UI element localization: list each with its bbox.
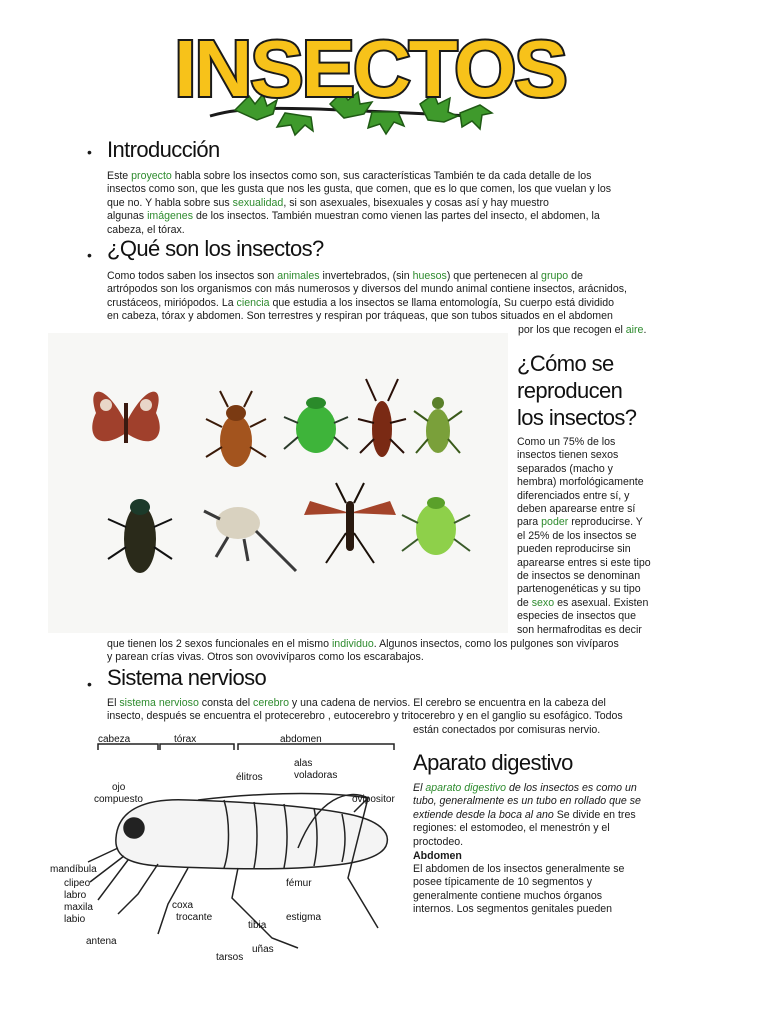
italic-run: tubo, generalmente es un tubo en rollado que se bbox=[413, 795, 641, 808]
text-run: partenogenéticas y su tipo bbox=[517, 583, 641, 596]
text-line bbox=[107, 183, 667, 196]
text-run: internos. Los segmentos genitales pueden bbox=[413, 903, 613, 916]
intro-paragraph bbox=[107, 170, 667, 237]
text-run: generalmente contiene muchos órganos bbox=[413, 889, 603, 902]
bracket-torax bbox=[160, 744, 234, 750]
text-run: Como un 75% de los bbox=[517, 436, 616, 448]
text-line bbox=[517, 624, 717, 637]
label-alas: alas bbox=[294, 758, 313, 769]
text-run: crustáceos, miriópodos. La bbox=[107, 296, 237, 309]
text-run: están conectados por comisuras nervio. bbox=[413, 723, 601, 736]
insects-illustration bbox=[48, 333, 508, 633]
text-line bbox=[413, 890, 683, 903]
text-run: de bbox=[568, 270, 583, 282]
text-line bbox=[517, 557, 717, 570]
text-line bbox=[413, 809, 683, 822]
text-line bbox=[413, 836, 683, 849]
text-run: de bbox=[517, 596, 532, 609]
text-line bbox=[107, 697, 687, 710]
inline-link[interactable]: sexualidad bbox=[232, 196, 284, 209]
text-run: que estudia a los insectos se llama entomología, Su cuerpo está dividido bbox=[269, 296, 615, 309]
text-line bbox=[413, 822, 683, 835]
text-line bbox=[413, 795, 683, 808]
text-run: reproducirse. Y bbox=[568, 516, 643, 529]
text-line bbox=[107, 270, 667, 283]
anatomy-diagram bbox=[48, 728, 408, 968]
text-line bbox=[107, 197, 667, 210]
text-line bbox=[517, 610, 717, 623]
text-line bbox=[107, 710, 687, 723]
label-mandibula: mandíbula bbox=[50, 864, 97, 875]
text-line bbox=[517, 543, 717, 556]
text-run: insectos tienen sexos bbox=[517, 449, 619, 462]
text-line bbox=[107, 651, 687, 664]
text-line bbox=[107, 210, 667, 223]
what-paragraph bbox=[107, 270, 667, 337]
label-femur: fémur bbox=[286, 878, 312, 889]
inline-link[interactable]: huesos bbox=[412, 270, 447, 282]
text-run: hembra) morfológicamente bbox=[517, 476, 644, 489]
text-run: diferenciados entre sí, y bbox=[517, 489, 630, 502]
mantis-figure bbox=[414, 397, 462, 453]
abdomen-paragraph bbox=[413, 863, 683, 917]
label-trocante: trocante bbox=[176, 912, 213, 923]
abdomen-subheading: Abdomen bbox=[413, 850, 462, 862]
bullet-what: • bbox=[87, 247, 92, 263]
text-run: en cabeza, tórax y abdomen. Son terrestres y respiran por tráqueas, que son tubos situados en el abdomen bbox=[107, 310, 613, 323]
text-run: aparearse entres si este tipo bbox=[517, 556, 651, 569]
label-estigma: estigma bbox=[286, 912, 322, 923]
text-line bbox=[107, 310, 667, 323]
text-run: consta del bbox=[198, 697, 254, 709]
inline-link[interactable]: individuo bbox=[331, 638, 374, 650]
title-banner bbox=[140, 18, 600, 140]
label-torax: tórax bbox=[174, 734, 197, 745]
stag-beetle-figure bbox=[358, 379, 406, 457]
label-voladoras: voladoras bbox=[294, 770, 338, 781]
text-run: pueden reproducirse sin bbox=[517, 543, 631, 556]
label-tarsos: tarsos bbox=[216, 952, 244, 963]
label-compuesto: compuesto bbox=[94, 794, 143, 805]
inline-link[interactable]: poder bbox=[541, 516, 569, 529]
text-line bbox=[517, 436, 717, 449]
digestive-paragraph bbox=[413, 782, 683, 849]
page-title: INSECTOS bbox=[174, 24, 566, 113]
text-run: el 25% de los insectos se bbox=[517, 529, 637, 542]
heading-reproduce-line-2: reproducen bbox=[517, 378, 623, 403]
inline-link[interactable]: grupo bbox=[541, 270, 569, 282]
butterfly-figure bbox=[92, 392, 160, 443]
label-tibia: tibia bbox=[248, 920, 267, 931]
inline-link[interactable]: imágenes bbox=[147, 210, 193, 223]
text-line bbox=[517, 583, 717, 596]
text-run: ) que pertenecen al bbox=[446, 270, 542, 282]
heading-intro: Introducción bbox=[107, 137, 220, 162]
label-cabeza: cabeza bbox=[98, 734, 131, 745]
label-labro: labro bbox=[64, 890, 87, 901]
text-run: El abdomen de los insectos generalmente se bbox=[413, 863, 625, 875]
text-line bbox=[413, 782, 683, 795]
text-run: y una cadena de nervios. El cerebro se encuentra en la cabeza del bbox=[288, 697, 606, 709]
text-line bbox=[517, 516, 717, 529]
inline-link[interactable]: cerebro bbox=[253, 697, 289, 709]
bullet-nervous: • bbox=[87, 676, 92, 692]
text-run: proctodeo. bbox=[413, 835, 464, 848]
text-run: posee típicamente de 10 segmentos y bbox=[413, 876, 593, 889]
text-run: son hermafroditas es decir bbox=[517, 623, 642, 636]
text-run: artrópodos son los organismos con más numerosos y diversos del mundo animal contiene insectos, arácnidos, bbox=[107, 283, 627, 296]
heading-what: ¿Qué son los insectos? bbox=[107, 236, 324, 261]
label-unas: uñas bbox=[252, 944, 274, 955]
inline-link[interactable]: aparato digestivo bbox=[425, 782, 507, 794]
text-run: algunas bbox=[107, 210, 148, 223]
text-run: . Algunos insectos, como los pulgones son vivíparos bbox=[373, 638, 619, 650]
text-line bbox=[517, 570, 717, 583]
heading-nervous: Sistema nervioso bbox=[107, 665, 267, 690]
text-line bbox=[107, 170, 667, 183]
text-run: por los que recogen el bbox=[518, 323, 626, 336]
heading-reproduce-line-1: ¿Cómo se bbox=[517, 351, 614, 376]
text-run: deben aparearse entre sí bbox=[517, 503, 636, 516]
text-run: que no. Y habla sobre sus bbox=[107, 196, 233, 209]
text-line bbox=[517, 503, 717, 516]
insects-photo bbox=[48, 333, 508, 633]
inline-link[interactable]: sexo bbox=[531, 596, 555, 609]
label-ovipositor: ovipositor bbox=[352, 794, 395, 805]
text-run: El bbox=[107, 697, 120, 709]
text-run: insectos como son, que les gusta que nos les gusta, que comen, que es lo que comen, los que vuelan y los bbox=[107, 183, 612, 196]
label-labio: labio bbox=[64, 914, 86, 925]
jewel-beetle-figure bbox=[108, 499, 172, 573]
text-run: Como todos saben los insectos son bbox=[107, 270, 278, 282]
label-antena: antena bbox=[86, 936, 117, 947]
text-run: es asexual. Existen bbox=[554, 596, 649, 609]
green-beetle-figure bbox=[284, 397, 348, 453]
label-clipeo: clipeo bbox=[64, 878, 91, 889]
text-run: para bbox=[517, 516, 542, 529]
label-maxila: maxila bbox=[64, 902, 93, 913]
grasshopper-body bbox=[116, 800, 388, 869]
text-line bbox=[517, 597, 717, 610]
label-elitros: élitros bbox=[236, 772, 263, 783]
text-run: regiones: el estomodeo, el menestrón y el bbox=[413, 822, 610, 835]
text-run: habla sobre los insectos como son, sus características También te da cada detalle de los bbox=[171, 170, 592, 182]
text-line bbox=[413, 863, 683, 876]
text-line bbox=[413, 876, 683, 889]
wasp-figure bbox=[304, 483, 396, 563]
label-abdomen: abdomen bbox=[280, 734, 322, 745]
text-run: cabeza, el tórax. bbox=[107, 223, 185, 236]
brown-beetle-figure bbox=[206, 391, 266, 467]
text-line bbox=[413, 903, 683, 916]
text-line bbox=[517, 463, 717, 476]
text-line bbox=[517, 530, 717, 543]
bullet-intro: • bbox=[87, 144, 92, 160]
text-run: insecto, después se encuentra el protecerebro , eutocerebro y tritocerebro y en el ganglio su esofágico. Todos bbox=[107, 710, 623, 723]
reproduce-paragraph bbox=[517, 436, 717, 637]
inline-link[interactable]: sistema nervioso bbox=[119, 697, 199, 709]
label-ojo: ojo bbox=[112, 782, 126, 793]
italic-run: El bbox=[413, 782, 426, 794]
italic-run: extiende desde la boca al ano bbox=[413, 808, 554, 821]
text-run: . bbox=[643, 323, 647, 336]
reproduce-paragraph-continued bbox=[107, 638, 687, 665]
text-line bbox=[517, 476, 717, 489]
italic-run: de los insectos es como un bbox=[506, 782, 637, 794]
text-run: de insectos se denominan bbox=[517, 570, 641, 583]
text-run: Este bbox=[107, 170, 132, 182]
text-line bbox=[517, 449, 717, 462]
heading-digestive: Aparato digestivo bbox=[413, 750, 573, 775]
heading-reproduce-line-3: los insectos? bbox=[517, 405, 637, 430]
label-coxa: coxa bbox=[172, 900, 194, 911]
weevil-figure bbox=[204, 507, 296, 571]
inline-link[interactable]: ciencia bbox=[236, 296, 270, 309]
inline-link[interactable]: proyecto bbox=[131, 170, 172, 182]
text-line bbox=[107, 638, 687, 651]
text-run: Se divide en tres bbox=[553, 808, 636, 821]
text-run: y parean crías vivas. Otros son ovovivíparos como los escarabajos. bbox=[107, 651, 424, 664]
text-run: especies de insectos que bbox=[517, 610, 636, 623]
text-run: de los insectos. También muestran como vienen las partes del insecto, el abdomen, la bbox=[193, 210, 600, 223]
text-run: separados (macho y bbox=[517, 462, 613, 475]
text-line bbox=[107, 297, 667, 310]
text-run: , si son asexuales, bisexuales y cosas así y hay muestro bbox=[283, 196, 549, 209]
green-scarab-figure bbox=[402, 497, 470, 555]
text-run: que tienen los 2 sexos funcionales en el mismo bbox=[107, 638, 332, 650]
text-line bbox=[107, 283, 667, 296]
inline-link[interactable]: animales bbox=[277, 270, 320, 282]
heading-reproduce bbox=[517, 350, 636, 431]
compound-eye bbox=[124, 818, 144, 838]
text-line bbox=[517, 490, 717, 503]
inline-link[interactable]: aire bbox=[625, 323, 644, 336]
text-run: invertebrados, (sin bbox=[319, 270, 413, 282]
